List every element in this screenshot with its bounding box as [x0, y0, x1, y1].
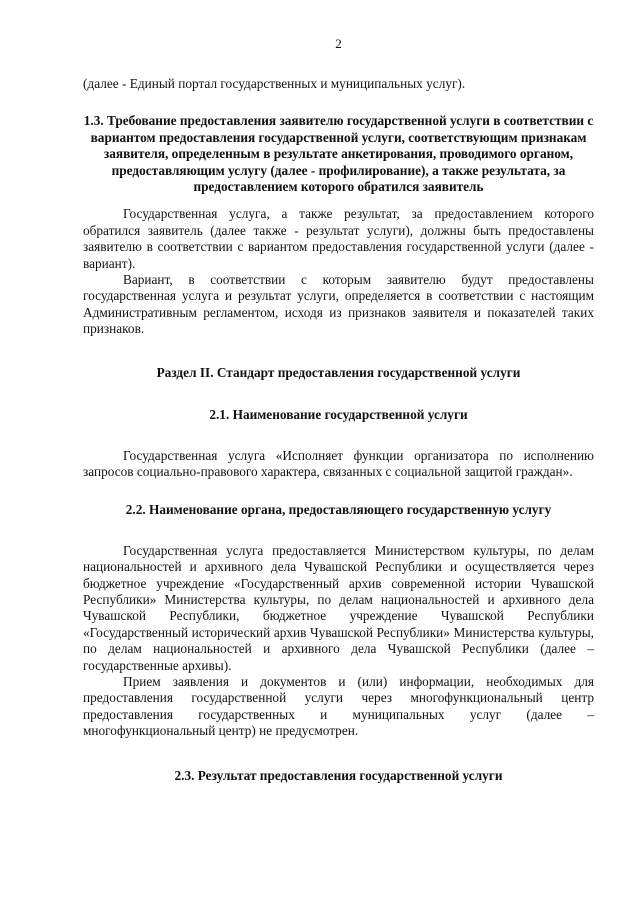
section-1-3-heading: 1.3. Требование предоставления заявителю государственной услуги в соответствии с вариантом предоставления государственной услуги, соответствующим признакам заявителя, определенным в результате анкетирования, проводимого органом, предоставляющим услугу (далее - профилирование), а также результата, за предоставлением которого обратился заявитель	[83, 113, 594, 195]
section-2-3-heading: 2.3. Результат предоставления государственной услуги	[174, 767, 503, 783]
section-2-2-heading: 2.2. Наименование органа, предоставляющего государственную услугу	[125, 502, 552, 518]
section-II-heading: Раздел II. Стандарт предоставления государственной услуги	[156, 364, 521, 380]
section-1-3-paragraph-1: Государственная услуга, а также результат, за предоставлением которого обратился заявитель (далее также - результат услуги), должны быть предоставлены заявителю в соответствии с вариантом предоставления государственной услуги (далее - вариант).	[83, 206, 594, 271]
section-1-3-paragraph-2: Вариант, в соответствии с которым заявителю будут предоставлены государственная услуга и результат услуги, определяется в соответствии с настоящим Административным регламентом, исходя из признаков заявителя и показателей таких признаков.	[83, 272, 594, 337]
section-2-1-heading: 2.1. Наименование государственной услуги	[209, 407, 468, 423]
continuation-line: (далее - Единый портал государственных и муниципальных услуг).	[83, 76, 466, 91]
section-2-1-paragraph-1: Государственная услуга «Исполняет функции организатора по исполнению запросов социально-правового характера, связанных с социальной защитой граждан».	[83, 447, 594, 479]
section-2-2-paragraph-2: Прием заявления и документов и (или) информации, необходимых для предоставления государственной услуги через многофункциональный центр предоставления государственных и муниципальных услуг (далее – многофункциональный центр) не предусмотрен.	[83, 673, 594, 739]
page-number: 2	[335, 36, 342, 51]
section-2-2-paragraph-1: Государственная услуга предоставляется Министерством культуры, по делам национальностей и архивного дела Чувашской Республики и осуществляется через бюджетное учреждение «Государственный архив современной истории Чувашской Республики» Министерства культуры, по делам национальностей и архивного дела Чувашской Республики, бюджетное учреждение Чувашской Республики «Государственный исторический архив Чувашской Республики» Министерства культуры, по делам национальностей и архивного дела Чувашской Республики (далее – государственные архивы).	[83, 542, 594, 673]
